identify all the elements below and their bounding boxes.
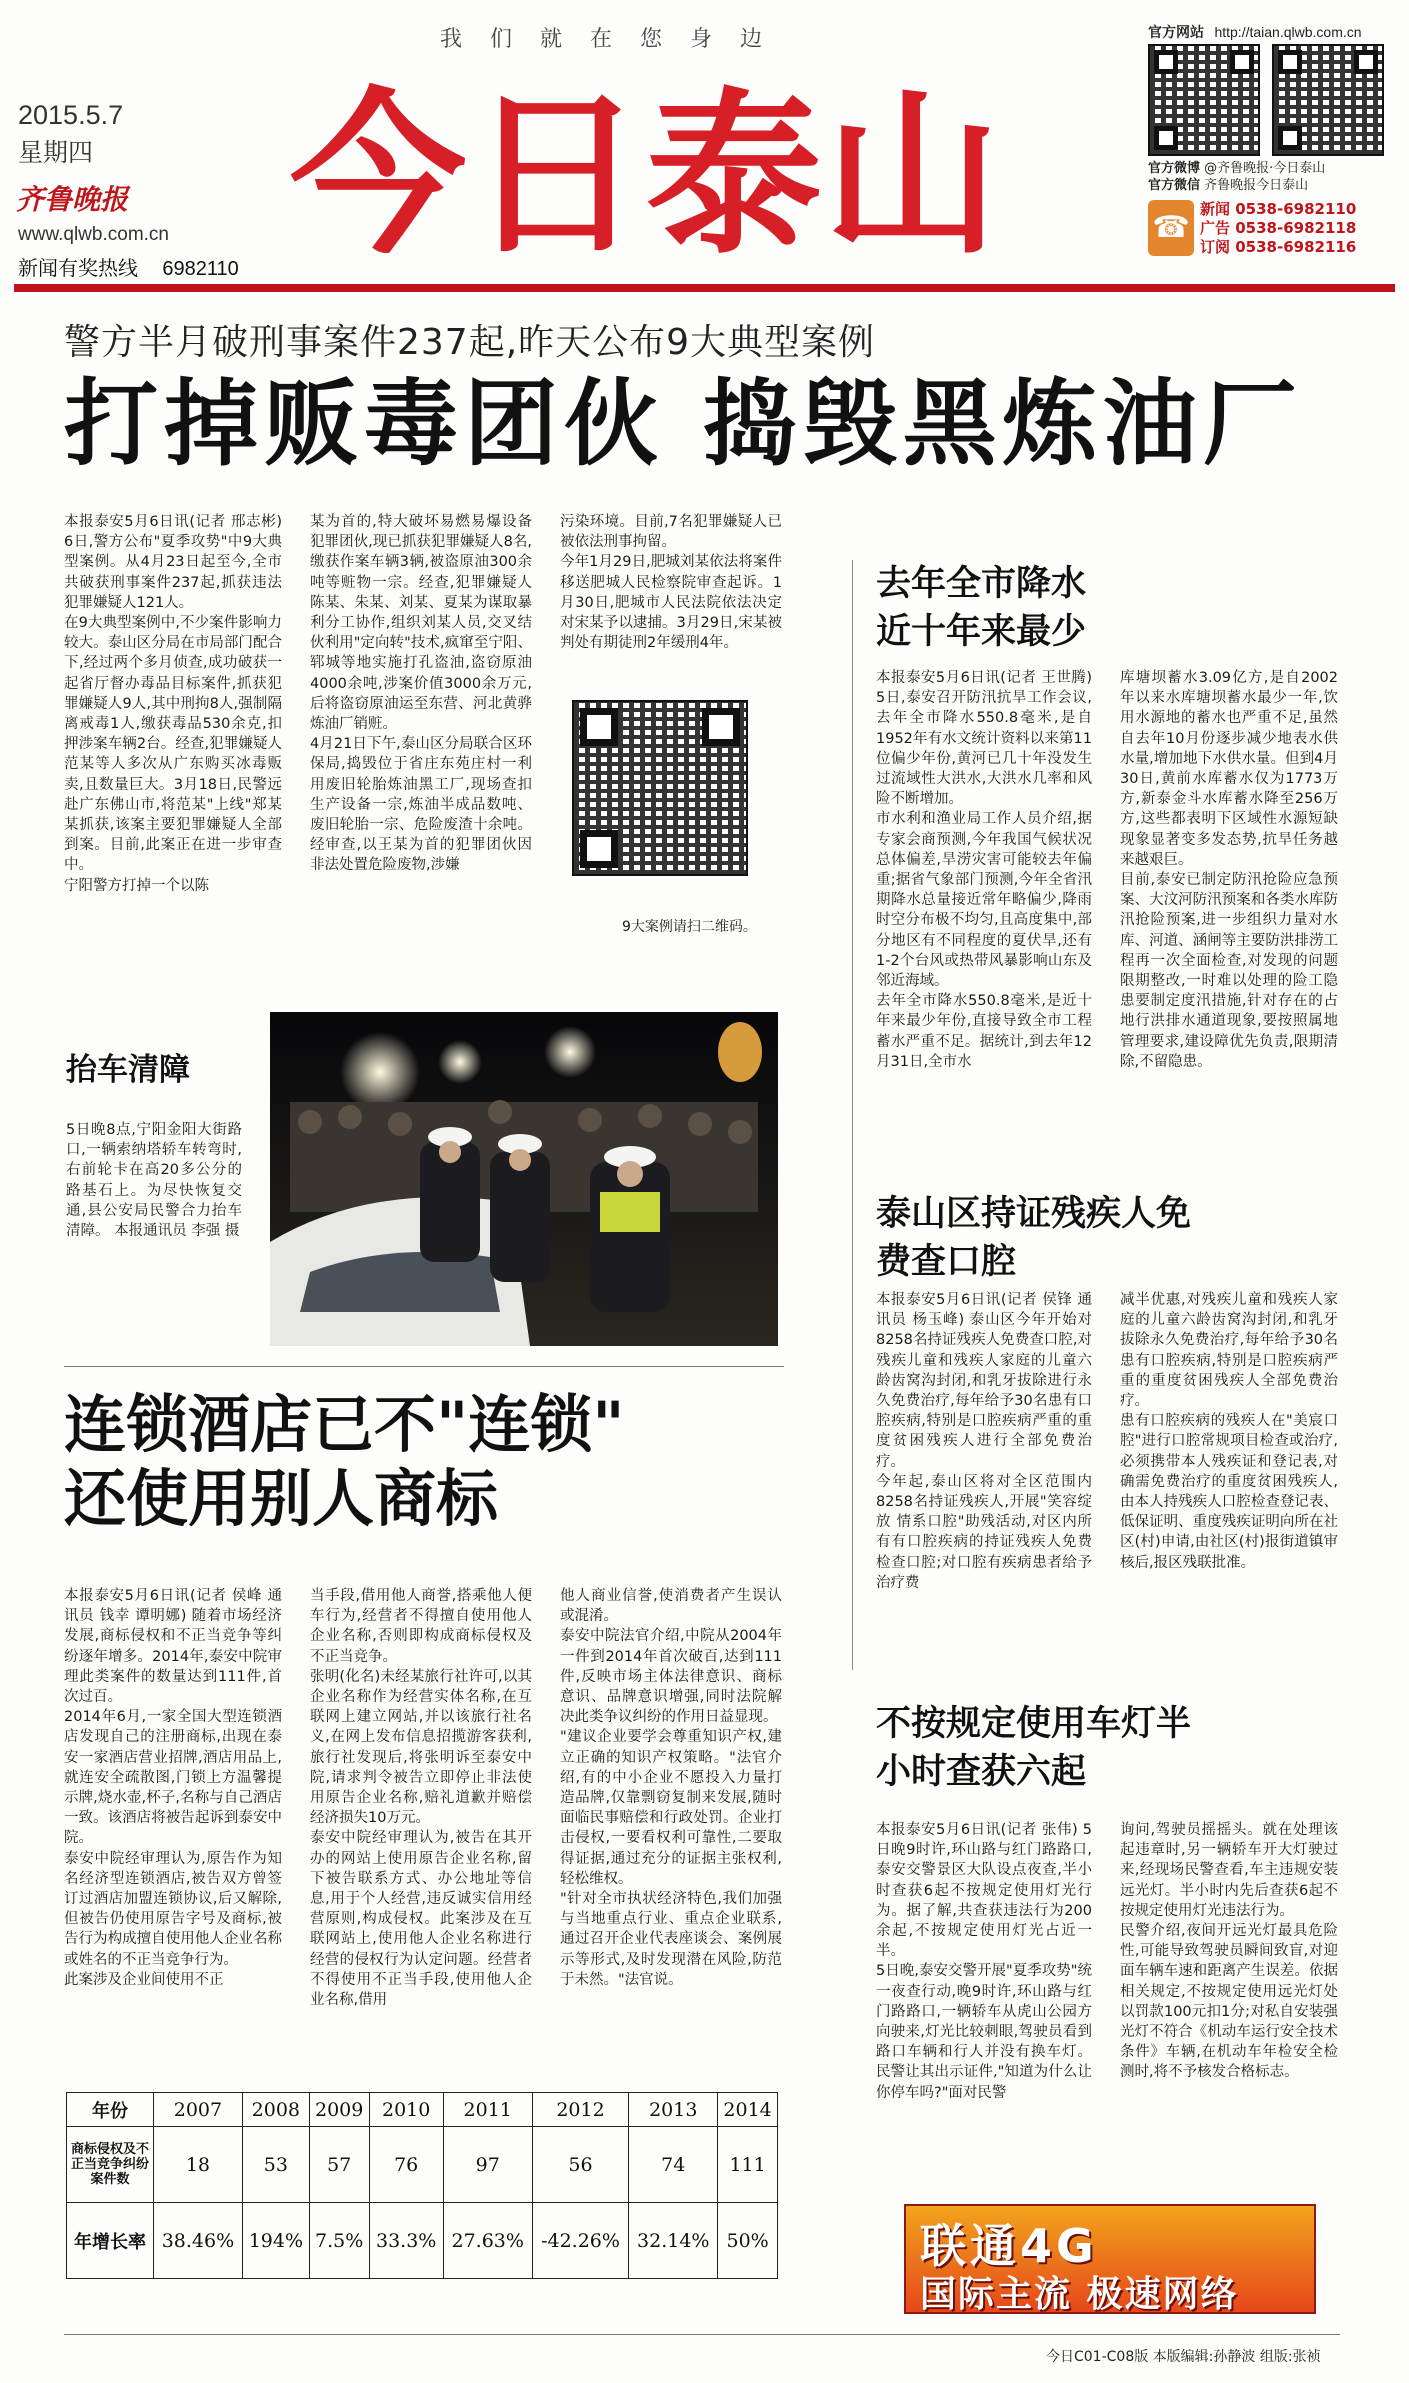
- masthead-divider: [14, 284, 1395, 292]
- qr-caption: 9大案例请扫二维码。: [622, 919, 757, 935]
- table-cell: 38.46%: [154, 2203, 243, 2279]
- hotel-headline-line2: 还使用别人商标: [64, 1462, 499, 1535]
- hotline-number: 6982110: [162, 258, 239, 280]
- hotel-col-3: 他人商业信誉,使消费者产生误认或混淆。 泰安中院法官介绍,中院从2004年一件到2014年首次破百,达到111件,反映市场主体法律意识、商标意识、品牌意识增强,同时法院解决此类争议纠纷的作用日益显现。 "建议企业要学会尊重知识产权,建立正确的知识产权策略。"法官介绍,有的中小企业不愿投入力量打造品牌,仅靠剽窃复制来发展,随时面临民事赔偿和行政处罚。企业打击侵权,一要看权利可靠性,二要取得证据,通过充分的证据主张权利,轻松维权。 "针对全市执状经济特色,我们加强与当地重点行业、重点企业联系,通过召开企业代表座谈会、案例展示等形式,及时发现潜在风险,防范于未然。"法官说。: [560, 1588, 782, 1988]
- hotline: [18, 252, 239, 281]
- table-cell: 57: [309, 2127, 369, 2203]
- dental-headline: 泰山区持证残疾人免费查口腔: [876, 1194, 1192, 1282]
- ad-line-2: 国际主流 极速网络: [920, 2274, 1239, 2315]
- lead-headline: 打掉贩毒团伙 捣毁黑炼油厂: [64, 370, 1303, 479]
- masthead-title: 今日泰山: [290, 71, 1003, 278]
- table-cell: 27.63%: [443, 2203, 532, 2279]
- rain-headline: 去年全市降水近十年来最少: [876, 564, 1087, 652]
- hotline-label: 新闻有奖热线: [18, 256, 138, 280]
- lights-headline: 不按规定使用车灯半小时查获六起: [876, 1704, 1192, 1792]
- table-row-label: 商标侵权及不正当竞争纠纷案件数: [67, 2127, 154, 2203]
- table-year: 2014: [718, 2093, 778, 2127]
- slogan: 我们就在您身边: [440, 27, 791, 52]
- website-link[interactable]: www.qlwb.com.cn: [18, 224, 169, 245]
- table-header-label: 年份: [67, 2093, 154, 2127]
- table-cell: 50%: [718, 2203, 778, 2279]
- table-row-cases: [67, 2127, 778, 2203]
- site-info: [1148, 22, 1362, 42]
- rain-col-2: 库塘坝蓄水3.09亿方,是自2002年以来水库塘坝蓄水最少一年,饮用水源地的蓄水也严重不足,虽然自去年10月份逐步减少地表水供水量,增加地下水供水量。但到4月30日,黄前水库蓄水仅为1773万方,新泰金斗水库蓄水降至256万方,这些都表明下区域性水源短缺现象显著变多发态势,抗旱任务越来越艰巨。 目前,泰安已制定防汛抢险应急预案、大汶河防汛预案和各类水库防汛抢险预案,进一步组织力量对水库、河道、涵闸等主要防洪排涝工程再一次全面检查,对发现的问题限期整改,一时难以处理的险工隐患要制定度汛措施,针对存在的占地行洪排水通道现象,要按照属地管理要求,建设障优先负责,限期清除,不留隐患。: [1120, 670, 1338, 1070]
- table-cell: 32.14%: [629, 2203, 718, 2279]
- section-divider: [64, 1366, 784, 1367]
- wechat-qr-code: [1272, 44, 1384, 156]
- weibo-value: @齐鲁晚报·今日泰山: [1204, 161, 1326, 176]
- table-year: 2011: [443, 2093, 532, 2127]
- phone-subscribe: 订阅 0538-6982116: [1200, 238, 1357, 256]
- photo-caption: 5日晚8点,宁阳金阳大街路口,一辆索纳塔轿车转弯时,右前轮卡在高20多公分的路基石上。为尽快恢复交通,县公安局民警合力抬车清障。 本报通讯员 李强 摄: [66, 1122, 242, 1240]
- page-footer: 今日C01-C08版 本版编辑:孙静波 组版:张祯: [1046, 2349, 1321, 2365]
- weibo-qr-code: [1148, 44, 1260, 156]
- lights-col-1: 本报泰安5月6日讯(记者 张伟) 5日晚9时许,环山路与红门路路口,泰安交警景区大队设点夜查,半小时查获6起不按规定使用灯光行为。据了解,共查获违法行为200余起,不按规定使用灯光占近一半。 5日晚,泰安交警开展"夏季攻势"统一夜查行动,晚9时许,环山路与红门路路口,一辆轿车从虎山公园方向驶来,灯光比较刺眼,驾驶员看到路口车辆和行人并没有换车灯。民警让其出示证件,"知道为什么让你停车吗?"面对民警: [876, 1822, 1092, 2101]
- unicom-advertisement[interactable]: [904, 2204, 1316, 2314]
- table-cell: 18: [154, 2127, 243, 2203]
- dental-col-1: 本报泰安5月6日讯(记者 侯锋 通讯员 杨玉峰) 泰山区今年开始对8258名持证残疾人免费查口腔,对残疾儿童和残疾人家庭的儿童六龄齿窝沟封闭,和乳牙拔除进行永久免费治疗,每年给予30名患有口腔疾病,特别是口腔疾病严重的重度贫困残疾人进行全部免费治疗。 今年起,泰山区将对全区范围内8258名持证残疾人,开展"笑容绽放 情系口腔"助残活动,对区内所有有口腔疾病的持证残疾人免费检查口腔;对口腔有疾病患者给予治疗费: [876, 1292, 1092, 1591]
- table-year: 2013: [629, 2093, 718, 2127]
- table-row-growth: [67, 2203, 778, 2279]
- phone-icon: ☎: [1148, 200, 1194, 256]
- case-qr-code: [572, 700, 748, 876]
- photo-headline: 抬车清障: [66, 1052, 190, 1088]
- lights-col-2: 询问,驾驶员摇摇头。就在处理该起违章时,另一辆轿车开大灯驶过来,经现场民警查看,车主违规安装远光灯。半小时内先后查获6起不按规定使用灯光违法行为。 民警介绍,夜间开远光灯最具危险性,可能导致驾驶员瞬间致盲,对迎面车辆车速和距离产生误差。依据相关规定,不按规定使用远光灯处以罚款100元扣1分;对私自安装强光灯不符合《机动车运行安全技术条件》车辆,在机动车年检安全检测时,将不予核发合格标志。: [1120, 1822, 1338, 2081]
- column-divider: [852, 560, 853, 1670]
- table-year: 2009: [309, 2093, 369, 2127]
- hotel-col-2: 当手段,借用他人商誉,搭乘他人便车行为,经营者不得擅自使用他人企业名称,否则即构成商标侵权及不正当竞争。 张明(化名)未经某旅行社许可,以其企业名称作为经营实体名称,在互联网上建立网站,并以该旅行社名义,在网上发布信息招揽游客获利,旅行社发现后,将张明诉至泰安中院,请求判令被告立即停止非法使用原告企业名称,赔礼道歉并赔偿经济损失10万元。 泰安中院经审理认为,被告在其开办的网站上使用原告企业名称,留下被告联系方式、办公地址等信息,用于个人经营,违反诚实信用经营原则,构成侵权。此案涉及在互联网站上,使用他人企业名称进行经营的侵权行为认定问题。经营者不得使用不正当手段,使用他人企业名称,借用: [310, 1588, 532, 2009]
- site-url[interactable]: http://taian.qlwb.com.cn: [1214, 24, 1362, 40]
- lead-kicker: 警方半月破刑事案件237起,昨天公布9大典型案例: [64, 322, 876, 363]
- hotel-col-1: 本报泰安5月6日讯(记者 侯峰 通讯员 钱幸 谭明娜) 随着市场经济发展,商标侵权和不正当竞争等纠纷逐年增多。2014年,泰安中院审理此类案件的数量达到111件,首次过百。 2014年6月,一家全国大型连锁酒店发现自己的注册商标,出现在泰安一家酒店营业招牌,酒店用品上,就连安全疏散图,门锁上方温馨提示牌,烧水壶,杯子,名称与自己酒店一致。该酒店将被告起诉到泰安中院。 泰安中院经审理认为,原告作为知名经济型连锁酒店,被告双方曾签订过酒店加盟连锁协议,后又解除,但被告仍使用原告字号及商标,被告行为构成擅自使用他人企业名称或姓名的不正当竞争行为。 此案涉及企业间使用不正: [64, 1588, 282, 1988]
- table-cell: 56: [532, 2127, 629, 2203]
- table-row-label: 年增长率: [67, 2203, 154, 2279]
- table-header-row: [67, 2093, 778, 2127]
- table-cell: 97: [443, 2127, 532, 2203]
- footer-divider: [64, 2334, 1340, 2335]
- table-cell: 111: [718, 2127, 778, 2203]
- table-year: 2010: [369, 2093, 443, 2127]
- social-info: [1148, 160, 1325, 194]
- dental-col-2: 减半优惠,对残疾儿童和残疾人家庭的儿童六龄齿窝沟封闭,和乳牙拔除永久免费治疗,每年给予30名患有口腔疾病,特别是口腔疾病严重的重度贫困残疾人全部免费治疗。 患有口腔疾病的残疾人在"美宸口腔"进行口腔常规项目检查或治疗,必须携带本人残疾证和登记表,对确需免费治疗的重度贫困残疾人,由本人持残疾人口腔检查登记表、低保证明、重度残疾证明向所在社区(村)申请,由社区(村)报街道镇审核后,报区残联批准。: [1120, 1292, 1338, 1571]
- table-cell: 194%: [242, 2203, 309, 2279]
- weibo-label: 官方微博: [1148, 161, 1201, 176]
- weekday: 星期四: [18, 138, 94, 167]
- hotel-headline-line1: 连锁酒店已不"连锁": [64, 1388, 625, 1461]
- brand-logo: 齐鲁晚报: [16, 183, 129, 216]
- lead-col-2: 某为首的,特大破坏易燃易爆设备犯罪团伙,现已抓获犯罪嫌疑人8名,缴获作案车辆3辆,被盗原油300余吨等赃物一宗。经查,犯罪嫌疑人陈某、朱某、刘某、夏某为谋取暴利分工协作,组织刘某人员,交叉结伙利用"定向转"技术,疯窜至宁阳、郓城等地实施打孔盗油,盗窃原油4000余吨,涉案价值3000余万元,后将盗窃原油运至东营、河北黄骅炼油厂销赃。 4月21日下午,泰山区分局联合区环保局,捣毁位于省庄东苑庄村一利用废旧轮胎炼油黑工厂,现场查扣生产设备一宗,炼油半成品数吨、废旧轮胎一宗、危险废渣十余吨。经审查,以王某为首的犯罪团伙因非法处置危险废物,涉嫌: [310, 514, 532, 874]
- phone-ads: 广告 0538-6982118: [1200, 219, 1357, 237]
- table-year: 2007: [154, 2093, 243, 2127]
- site-label: 官方网站: [1148, 25, 1204, 41]
- news-photo: [270, 1012, 778, 1346]
- table-cell: 74: [629, 2127, 718, 2203]
- lead-col-1: 本报泰安5月6日讯(记者 邢志彬) 6日,警方公布"夏季攻势"中9大典型案例。从4月23日起至今,全市共破获刑事案件237起,抓获违法犯罪嫌疑人121人。 在9大典型案例中,不少案件影响力较大。泰山区分局在市局部门配合下,经过两个多月侦查,成功破获一起省厅督办毒品目标案件,抓获犯罪嫌疑人9人,其中刑拘8人,强制隔离戒毒1人,缴获毒品530余克,扣押涉案车辆2台。经查,犯罪嫌疑人范某等人多次从广东购买冰毒贩卖,且数量巨大。3月18日,民警远赴广东佛山市,将范某"上线"郑某某抓获,该案主要犯罪嫌疑人全部到案。目前,此案正在进一步审查中。 宁阳警方打掉一个以陈: [64, 514, 282, 894]
- table-year: 2008: [242, 2093, 309, 2127]
- hotel-headline: [64, 1388, 625, 1536]
- wechat-label: 官方微信: [1148, 178, 1201, 193]
- photo-scene: [270, 1012, 778, 1346]
- table-cell: 76: [369, 2127, 443, 2203]
- table-year: 2012: [532, 2093, 629, 2127]
- lead-col-3: 污染环境。目前,7名犯罪嫌疑人已被依法刑事拘留。 今年1月29日,肥城刘某依法将案件移送肥城人民检察院审查起诉。1月30日,肥城市人民法院依法决定对宋某予以逮捕。3月29日,宋某被判处有期徒刑2年缓刑4年。: [560, 514, 782, 652]
- table-cell: -42.26%: [532, 2203, 629, 2279]
- wechat-value: 齐鲁晚报今日泰山: [1204, 178, 1309, 193]
- table-cell: 7.5%: [309, 2203, 369, 2279]
- table-cell: 53: [242, 2127, 309, 2203]
- case-statistics-table: [66, 2092, 778, 2279]
- ad-line-1: 联通4G: [920, 2219, 1098, 2273]
- phone-news: 新闻 0538-6982110: [1200, 200, 1357, 218]
- table-cell: 33.3%: [369, 2203, 443, 2279]
- issue-date: 2015.5.7: [18, 100, 124, 130]
- phone-list: [1200, 200, 1356, 257]
- rain-col-1: 本报泰安5月6日讯(记者 王世腾) 5日,泰安召开防汛抗旱工作会议,去年全市降水550.8毫米,是自1952年有水文统计资料以来第11位偏少年份,黄河已几十年没发生过流域性大洪水,大洪水几率和风险不断增加。 市水利和渔业局工作人员介绍,据专家会商预测,今年我国气候状况总体偏差,旱涝灾害可能较去年偏重;据省气象部门预测,今年全省汛期降水总量接近常年略偏少,降雨时空分布极不均匀,且高度集中,部分地区有不同程度的夏伏旱,还有1-2个台风或热带风暴影响山东及邻近海域。 去年全市降水550.8毫米,是近十年来最少年份,直接导致全市工程蓄水严重不足。据统计,到去年12月31日,全市水: [876, 670, 1092, 1070]
